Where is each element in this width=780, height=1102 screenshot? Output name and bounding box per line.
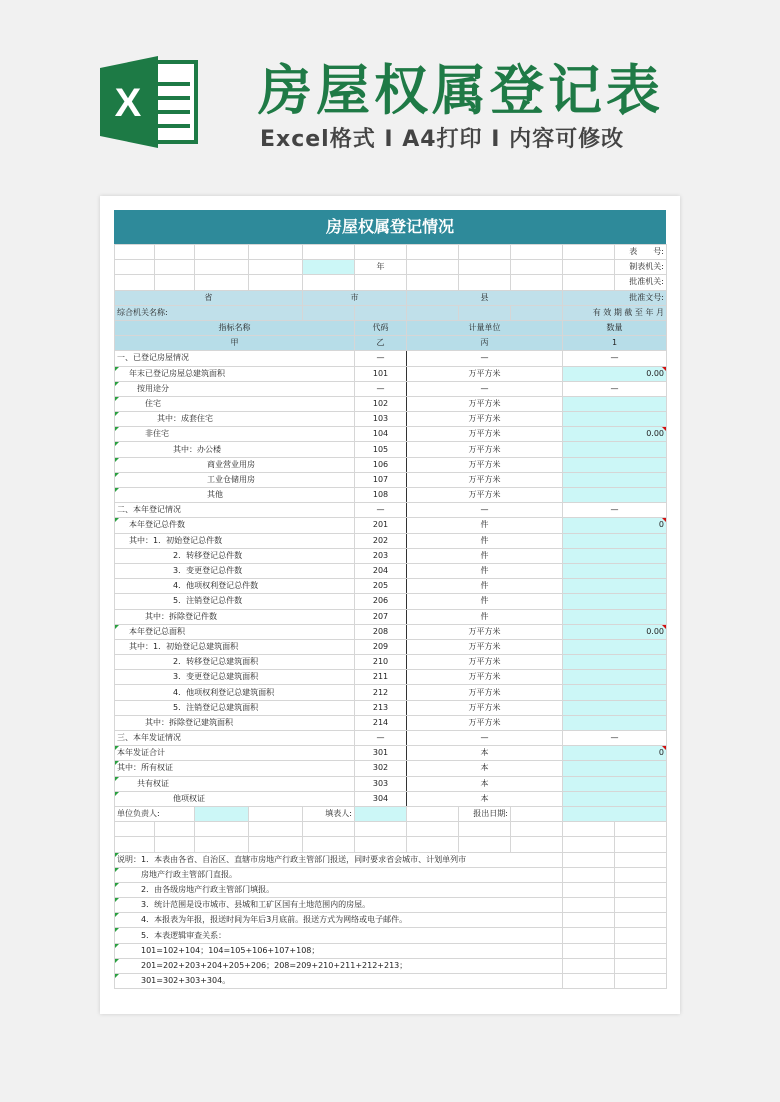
note-line: 201=202+203+204+205+206；208=209+210+211+212+213； [115, 958, 563, 973]
table-row [115, 548, 667, 563]
meta-issuing-authority: 制表机关: [615, 260, 667, 275]
row-code: 213 [355, 700, 407, 715]
note-line: 3．统计范围是设市城市、县城和工矿区国有土地范围内的房屋。 [115, 898, 563, 913]
row-code: 105 [355, 442, 407, 457]
table-row [115, 442, 667, 457]
row-unit: 万平方米 [407, 655, 563, 670]
row-unit: 万平方米 [407, 488, 563, 503]
row-code: 207 [355, 609, 407, 624]
col-header-qty: 数量 [563, 320, 667, 335]
row-name: 其中：1．初始登记总建筑面积 [115, 639, 355, 654]
meta-table-number: 表 号: [615, 245, 667, 260]
row-name: 年末已登记房屋总建筑面积 [115, 366, 355, 381]
row-name: 住宅 [115, 396, 355, 411]
row-code: — [355, 381, 407, 396]
row-name: 按用途分 [115, 381, 355, 396]
row-unit: 件 [407, 548, 563, 563]
row-code: 210 [355, 655, 407, 670]
spreadsheet-preview [100, 196, 680, 1014]
row-quantity: — [563, 503, 667, 518]
row-quantity[interactable] [563, 579, 667, 594]
row-code: 211 [355, 670, 407, 685]
row-quantity[interactable] [563, 442, 667, 457]
row-name: 5．注销登记总件数 [115, 594, 355, 609]
row-quantity: — [563, 381, 667, 396]
row-name: 其中：办公楼 [115, 442, 355, 457]
row-name: 2．转移登记总件数 [115, 548, 355, 563]
row-unit: 万平方米 [407, 715, 563, 730]
row-quantity[interactable]: 0.00 [563, 624, 667, 639]
row-unit: 万平方米 [407, 639, 563, 654]
report-date-input[interactable] [563, 806, 667, 821]
note-line: 4．本报表为年报，报送时间为年后3月底前。报送方式为网络或电子邮件。 [115, 913, 563, 928]
row-name: 本年登记总面积 [115, 624, 355, 639]
row-unit: 万平方米 [407, 457, 563, 472]
table-row [115, 670, 667, 685]
table-row [115, 761, 667, 776]
row-unit: 万平方米 [407, 427, 563, 442]
page-subtitle: Excel格式 Ⅰ A4打印 Ⅰ 内容可修改 [260, 127, 625, 152]
table-row [115, 624, 667, 639]
table-row [115, 351, 667, 366]
report-date-label: 报出日期: [459, 806, 511, 821]
row-unit: — [407, 731, 563, 746]
row-quantity[interactable] [563, 594, 667, 609]
col-header-code: 代码 [355, 320, 407, 335]
table-row [115, 791, 667, 806]
row-name: 4．他项权利登记总件数 [115, 579, 355, 594]
row-name: 其中：成套住宅 [115, 412, 355, 427]
row-code: 212 [355, 685, 407, 700]
row-quantity[interactable] [563, 715, 667, 730]
row-unit: — [407, 503, 563, 518]
page-title: 房屋权属登记表 [258, 59, 664, 122]
org-name-label: 综合机关名称: [115, 305, 303, 320]
table-row [115, 579, 667, 594]
table-row [115, 594, 667, 609]
row-code: 108 [355, 488, 407, 503]
row-code: — [355, 731, 407, 746]
row-unit: 本 [407, 746, 563, 761]
row-code: 208 [355, 624, 407, 639]
table-row [115, 396, 667, 411]
row-name: 其中：所有权证 [115, 761, 355, 776]
filler-label: 填表人: [303, 806, 355, 821]
row-name: 其中：1．初始登记总件数 [115, 533, 355, 548]
col-sub-name: 甲 [115, 336, 355, 351]
row-unit: 万平方米 [407, 624, 563, 639]
year-label: 年 [355, 260, 407, 275]
table-row [115, 472, 667, 487]
row-quantity[interactable] [563, 563, 667, 578]
table-row [115, 700, 667, 715]
year-input[interactable] [303, 260, 355, 275]
row-quantity[interactable] [563, 548, 667, 563]
table-row [115, 427, 667, 442]
row-name: 商业营业用房 [115, 457, 355, 472]
row-unit: 万平方米 [407, 670, 563, 685]
row-quantity[interactable]: 0.00 [563, 366, 667, 381]
table-row [115, 518, 667, 533]
meta-approval-number: 批准文号: [563, 290, 667, 305]
row-name: 5．注销登记总建筑面积 [115, 700, 355, 715]
row-name: 本年发证合计 [115, 746, 355, 761]
row-quantity[interactable] [563, 457, 667, 472]
row-unit: 万平方米 [407, 685, 563, 700]
col-header-unit: 计量单位 [407, 320, 563, 335]
validity-label: 有 效 期 截 至 年 月 [563, 305, 667, 320]
row-code: 303 [355, 776, 407, 791]
row-code: 301 [355, 746, 407, 761]
table-row [115, 715, 667, 730]
filler-input[interactable] [355, 806, 407, 821]
row-code: 103 [355, 412, 407, 427]
note-line: 5．本表逻辑审查关系： [115, 928, 563, 943]
row-quantity[interactable]: 0.00 [563, 427, 667, 442]
row-code: 205 [355, 579, 407, 594]
row-code: 209 [355, 639, 407, 654]
col-header-name: 指标名称 [115, 320, 355, 335]
row-unit: 万平方米 [407, 412, 563, 427]
col-sub-code: 乙 [355, 336, 407, 351]
row-quantity[interactable] [563, 396, 667, 411]
table-row [115, 746, 667, 761]
meta-approving-authority: 批准机关: [615, 275, 667, 290]
person-in-charge-label: 单位负责人: [115, 806, 195, 821]
row-quantity[interactable] [563, 533, 667, 548]
col-sub-unit: 丙 [407, 336, 563, 351]
row-quantity[interactable]: 0 [563, 518, 667, 533]
row-quantity[interactable] [563, 761, 667, 776]
note-line: 2．由各级房地产行政主管部门填报。 [115, 882, 563, 897]
row-code: 104 [355, 427, 407, 442]
row-unit: 件 [407, 518, 563, 533]
row-unit: — [407, 351, 563, 366]
table-row [115, 731, 667, 746]
col-sub-qty: 1 [563, 336, 667, 351]
row-code: 101 [355, 366, 407, 381]
table-row [115, 457, 667, 472]
row-unit: 件 [407, 563, 563, 578]
form-grid [114, 210, 666, 989]
row-quantity[interactable] [563, 700, 667, 715]
row-name: 二、本年登记情况 [115, 503, 355, 518]
table-row [115, 639, 667, 654]
city-label: 市 [303, 290, 407, 305]
row-code: 201 [355, 518, 407, 533]
row-name: 工业仓储用房 [115, 472, 355, 487]
row-unit: 万平方米 [407, 396, 563, 411]
row-unit: 万平方米 [407, 366, 563, 381]
table-row [115, 412, 667, 427]
row-code: 107 [355, 472, 407, 487]
row-quantity: — [563, 731, 667, 746]
row-code: — [355, 503, 407, 518]
row-code: 204 [355, 563, 407, 578]
table-row [115, 776, 667, 791]
row-unit: 件 [407, 579, 563, 594]
row-unit: 万平方米 [407, 472, 563, 487]
row-unit: 本 [407, 776, 563, 791]
row-name: 非住宅 [115, 427, 355, 442]
row-name: 其中：拆除登记件数 [115, 609, 355, 624]
excel-logo-icon [100, 56, 200, 148]
row-code: 302 [355, 761, 407, 776]
county-label: 县 [407, 290, 563, 305]
table-row [115, 366, 667, 381]
row-quantity[interactable] [563, 412, 667, 427]
table-row [115, 381, 667, 396]
table-row [115, 609, 667, 624]
row-code: 203 [355, 548, 407, 563]
row-code: 304 [355, 791, 407, 806]
note-line: 说明：1．本表由各省、自治区、直辖市房地产行政主管部门报送，同时要求省会城市、计划单列市 [115, 852, 563, 867]
row-name: 其中：拆除登记建筑面积 [115, 715, 355, 730]
svg-text:X: X [114, 81, 142, 125]
row-unit: 本 [407, 761, 563, 776]
row-quantity[interactable]: 0 [563, 746, 667, 761]
row-quantity[interactable] [563, 670, 667, 685]
note-line: 房地产行政主管部门直报。 [115, 867, 563, 882]
row-unit: 件 [407, 533, 563, 548]
row-quantity[interactable] [563, 776, 667, 791]
note-line: 101=102+104；104=105+106+107+108； [115, 943, 563, 958]
row-quantity[interactable] [563, 791, 667, 806]
row-code: — [355, 351, 407, 366]
row-name: 三、本年发证情况 [115, 731, 355, 746]
row-unit: 万平方米 [407, 442, 563, 457]
row-unit: 件 [407, 609, 563, 624]
row-quantity[interactable] [563, 655, 667, 670]
register-table [114, 244, 667, 989]
person-in-charge-input[interactable] [195, 806, 249, 821]
table-row [115, 503, 667, 518]
row-name: 3．变更登记总件数 [115, 563, 355, 578]
row-quantity[interactable] [563, 472, 667, 487]
row-code: 206 [355, 594, 407, 609]
row-unit: 本 [407, 791, 563, 806]
form-header: 房屋权属登记情况 [114, 210, 666, 244]
row-name: 4．他项权利登记总建筑面积 [115, 685, 355, 700]
row-quantity[interactable] [563, 639, 667, 654]
row-quantity[interactable] [563, 685, 667, 700]
note-line: 301=302+303+304。 [115, 974, 563, 989]
row-name: 2．转移登记总建筑面积 [115, 655, 355, 670]
row-name: 一、已登记房屋情况 [115, 351, 355, 366]
row-code: 214 [355, 715, 407, 730]
row-unit: — [407, 381, 563, 396]
table-row [115, 655, 667, 670]
row-name: 3．变更登记总建筑面积 [115, 670, 355, 685]
province-label: 省 [115, 290, 303, 305]
table-row [115, 488, 667, 503]
row-code: 102 [355, 396, 407, 411]
table-row [115, 533, 667, 548]
row-name: 他项权证 [115, 791, 355, 806]
row-quantity: — [563, 351, 667, 366]
row-unit: 件 [407, 594, 563, 609]
table-row [115, 563, 667, 578]
row-name: 本年登记总件数 [115, 518, 355, 533]
row-unit: 万平方米 [407, 700, 563, 715]
row-quantity[interactable] [563, 488, 667, 503]
row-code: 106 [355, 457, 407, 472]
row-code: 202 [355, 533, 407, 548]
table-row [115, 685, 667, 700]
row-quantity[interactable] [563, 609, 667, 624]
row-name: 共有权证 [115, 776, 355, 791]
row-name: 其他 [115, 488, 355, 503]
